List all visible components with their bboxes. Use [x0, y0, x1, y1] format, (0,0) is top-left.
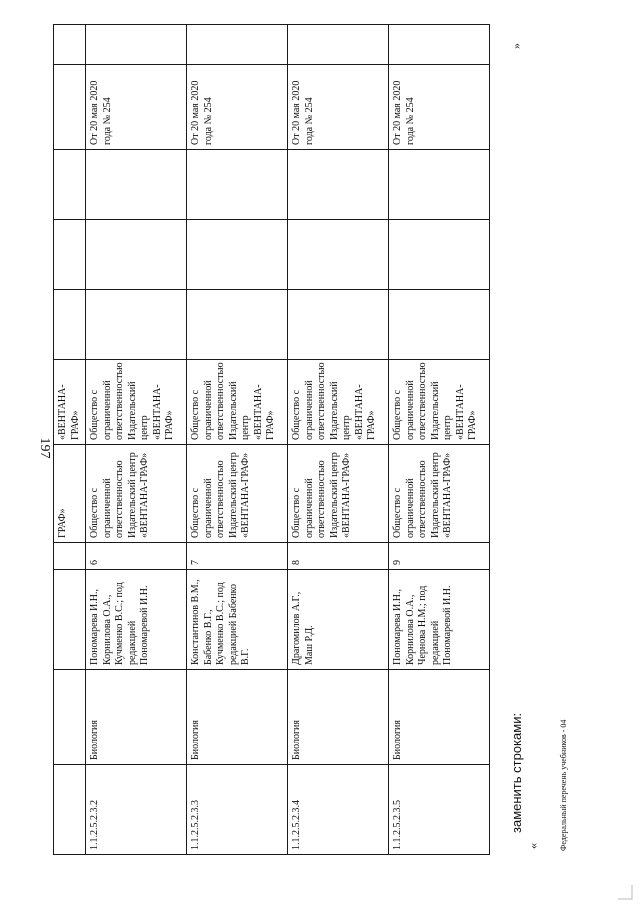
- cell-subject: Биология: [288, 670, 389, 765]
- cell-empty: [54, 290, 86, 360]
- cell-grade: [54, 543, 86, 570]
- cell-code: [54, 765, 86, 855]
- replace-instruction: заменить строками:: [509, 712, 524, 833]
- cell-order: [54, 65, 86, 150]
- cell-grade: 8: [288, 543, 389, 570]
- cell-empty: [187, 150, 288, 220]
- cell-grade: 7: [187, 543, 288, 570]
- table-row: [288, 25, 389, 855]
- rotated-page-content: [53, 25, 568, 855]
- below-table-block: [509, 25, 568, 855]
- footer-caption: Федеральный перечень учебников - 04: [559, 719, 568, 851]
- cell-empty: [86, 290, 187, 360]
- cell-empty: [288, 25, 389, 65]
- cell-subject: Биология: [86, 670, 187, 765]
- cell-empty: [389, 220, 490, 290]
- cell-rights-holder: Общество с ограниченной ответственностью Издательский центр «ВЕНТАНА-ГРАФ»: [187, 360, 288, 445]
- cell-rights-holder: Общество с ограниченной ответственностью Издательский центр «ВЕНТАНА-ГРАФ»: [288, 360, 389, 445]
- closing-quote: »: [509, 43, 523, 49]
- cell-code: 1.1.2.5.2.3.3: [187, 765, 288, 855]
- cell-empty: [187, 290, 288, 360]
- cell-order: От 20 мая 2020 года № 254: [86, 65, 187, 150]
- cell-publisher: Общество с ограниченной ответственностью Издательский центр «ВЕНТАНА-ГРАФ»: [187, 445, 288, 543]
- cell-empty: [86, 25, 187, 65]
- table-row: [389, 25, 490, 855]
- cell-empty: [288, 220, 389, 290]
- table-row-fragment: [54, 25, 86, 855]
- cell-empty: [54, 150, 86, 220]
- cell-authors: Драгомилов А.Г., Маш Р.Д.: [288, 570, 389, 670]
- cell-empty: [288, 290, 389, 360]
- cell-authors: Пономарева И.Н., Корнилова О.А., Кучменко В.С.; под редакцией Пономаревой И.Н.: [86, 570, 187, 670]
- table-row: [86, 25, 187, 855]
- cell-subject: [54, 670, 86, 765]
- cell-subject: Биология: [187, 670, 288, 765]
- cell-publisher: Общество с ограниченной ответственностью Издательский центр «ВЕНТАНА-ГРАФ»: [288, 445, 389, 543]
- cell-empty: [54, 25, 86, 65]
- page-number: 197: [37, 437, 52, 459]
- cell-order: От 20 мая 2020 года № 254: [389, 65, 490, 150]
- cell-subject: Биология: [389, 670, 490, 765]
- cell-publisher: ГРАФ»: [54, 445, 86, 543]
- cell-empty: [288, 150, 389, 220]
- cell-empty: [54, 220, 86, 290]
- cell-empty: [86, 220, 187, 290]
- cell-empty: [86, 150, 187, 220]
- cell-grade: 9: [389, 543, 490, 570]
- scan-corner-mark: [616, 883, 634, 901]
- cell-empty: [389, 150, 490, 220]
- cell-empty: [389, 290, 490, 360]
- cell-publisher: Общество с ограниченной ответственностью Издательский центр «ВЕНТАНА-ГРАФ»: [86, 445, 187, 543]
- textbook-list-table: [53, 24, 490, 855]
- cell-code: 1.1.2.5.2.3.5: [389, 765, 490, 855]
- cell-rights-holder: Общество с ограниченной ответственностью Издательский центр «ВЕНТАНА-ГРАФ»: [389, 360, 490, 445]
- cell-code: 1.1.2.5.2.3.2: [86, 765, 187, 855]
- cell-empty: [187, 220, 288, 290]
- cell-empty: [187, 25, 288, 65]
- table-row: [187, 25, 288, 855]
- cell-empty: [389, 25, 490, 65]
- cell-code: 1.1.2.5.2.3.4: [288, 765, 389, 855]
- cell-order: От 20 мая 2020 года № 254: [187, 65, 288, 150]
- cell-publisher: Общество с ограниченной ответственностью Издательский центр «ВЕНТАНА-ГРАФ»: [389, 445, 490, 543]
- cell-authors: Константинов В.М., Бабенко В.Г., Кучменко В.С.; под редакцией Бабенко В.Г.: [187, 570, 288, 670]
- opening-quote: «: [526, 843, 540, 849]
- cell-rights-holder: Общество с ограниченной ответственностью Издательский центр «ВЕНТАНА-ГРАФ»: [86, 360, 187, 445]
- cell-authors: [54, 570, 86, 670]
- cell-order: От 20 мая 2020 года № 254: [288, 65, 389, 150]
- cell-authors: Пономарева И.Н., Корнилова О.А., Чернова Н.М.; под редакцией Пономаревой И.Н.: [389, 570, 490, 670]
- cell-rights-holder: «ВЕНТАНА-ГРАФ»: [54, 360, 86, 445]
- cell-grade: 6: [86, 543, 187, 570]
